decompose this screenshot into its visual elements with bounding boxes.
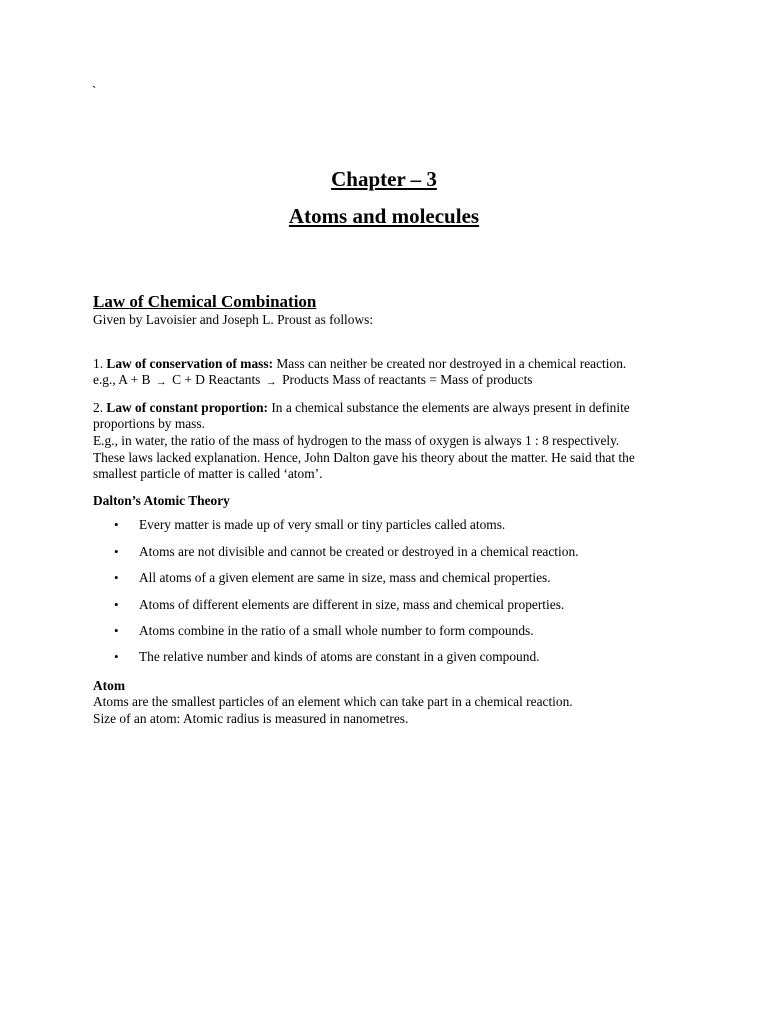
law2-paragraph <box>93 400 683 417</box>
dalton-point: Every matter is made up of very small or tiny particles called atoms. <box>139 517 506 533</box>
backtick-mark: ` <box>92 83 97 98</box>
law1-paragraph <box>93 356 683 373</box>
law2-explanation-line1: These laws lacked explanation. Hence, John Dalton gave his theory about the matter. He said that the <box>93 449 635 465</box>
law1-example-part3: Products Mass of reactants = Mass of products <box>282 372 533 388</box>
dalton-point: The relative number and kinds of atoms are constant in a given compound. <box>139 649 540 665</box>
law2-example: E.g., in water, the ratio of the mass of hydrogen to the mass of oxygen is always 1 : 8 respectively. <box>93 432 620 448</box>
arrow-icon: → <box>265 376 277 389</box>
dalton-theory-heading: Dalton’s Atomic Theory <box>93 492 230 508</box>
list-item <box>93 589 683 615</box>
law2-explanation-line2: smallest particle of matter is called ‘atom’. <box>93 466 323 482</box>
bullet-icon: • <box>114 543 119 559</box>
bullet-icon: • <box>114 517 119 533</box>
bullet-icon: • <box>114 649 119 665</box>
law-section-intro: Given by Lavoisier and Joseph L. Proust as follows: <box>93 312 374 327</box>
list-item <box>93 615 683 641</box>
list-item <box>93 562 683 588</box>
law2-text-line2: proportions by mass. <box>93 416 205 432</box>
law1-example-part2: C + D Reactants <box>172 372 261 388</box>
dalton-theory-list <box>93 509 683 667</box>
atom-size: Size of an atom: Atomic radius is measured in nanometres. <box>93 710 409 726</box>
law-section-heading: Law of Chemical Combination <box>93 292 317 311</box>
document-body <box>93 292 683 727</box>
dalton-point: Atoms combine in the ratio of a small whole number to form compounds. <box>139 622 534 638</box>
bullet-icon: • <box>114 570 119 586</box>
law1-example-part1: e.g., A + B <box>93 372 151 388</box>
bullet-icon: • <box>114 622 119 638</box>
chapter-title: Atoms and molecules <box>288 204 480 228</box>
law1-label: Law of conservation of mass: <box>106 355 274 371</box>
atom-definition: Atoms are the smallest particles of an element which can take part in a chemical reaction. <box>93 694 573 710</box>
list-item <box>93 509 683 535</box>
list-item <box>93 536 683 562</box>
law1-text: Mass can neither be created nor destroyed in a chemical reaction. <box>273 355 627 371</box>
dalton-point: Atoms are not divisible and cannot be created or destroyed in a chemical reaction. <box>139 543 579 559</box>
law2-label: Law of constant proportion: <box>106 399 268 415</box>
dalton-point: All atoms of a given element are same in size, mass and chemical properties. <box>139 570 551 586</box>
chapter-heading: Chapter – 3 <box>331 167 437 191</box>
bullet-icon: • <box>114 596 119 612</box>
arrow-icon: → <box>155 376 167 389</box>
law2-number: 2. <box>93 399 104 415</box>
dalton-point: Atoms of different elements are different in size, mass and chemical properties. <box>139 596 565 612</box>
atom-heading: Atom <box>93 677 125 693</box>
law2-text-line1: In a chemical substance the elements are always present in definite <box>267 399 630 415</box>
law1-example <box>93 372 683 390</box>
list-item <box>93 641 683 667</box>
law1-number: 1. <box>93 355 104 371</box>
